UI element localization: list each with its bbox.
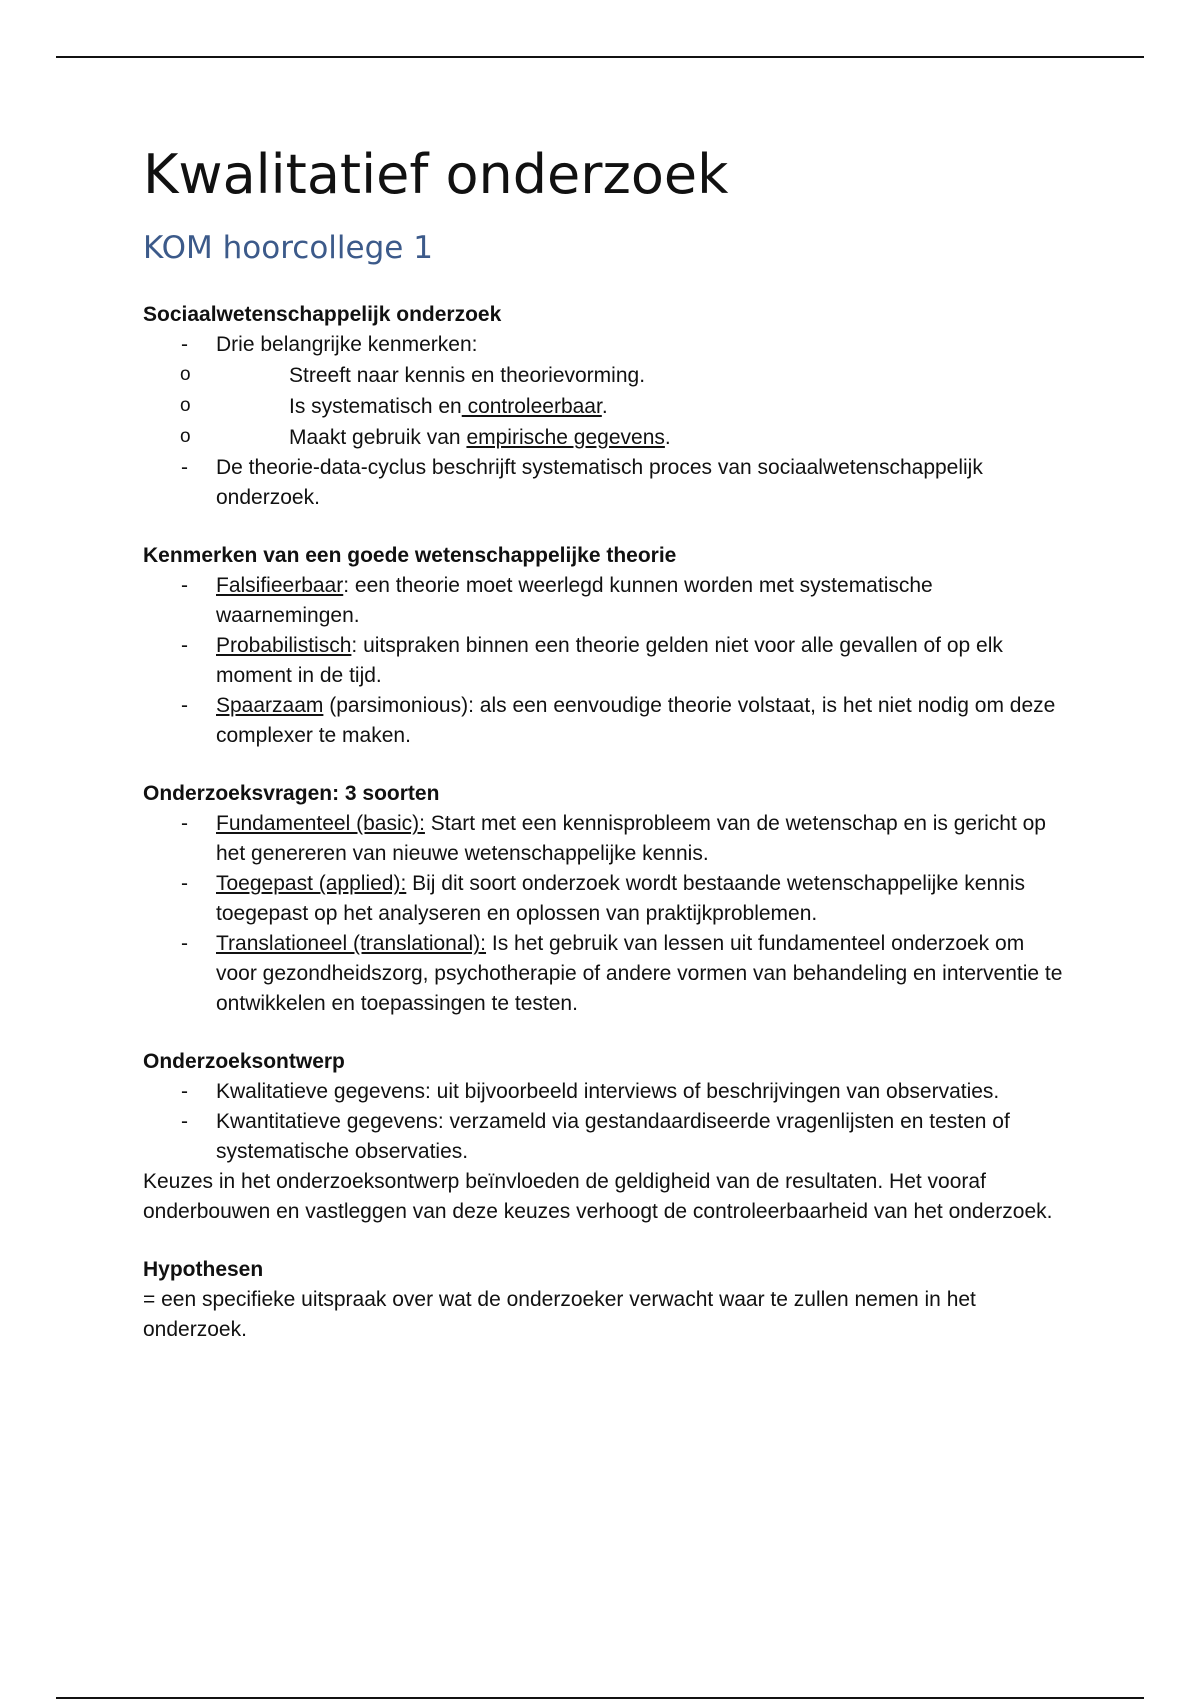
list-item-text: : uitspraken binnen een theorie gelden niet voor alle gevallen of op elk moment in de tijd. — [216, 634, 1003, 687]
list-item-text: Kwantitatieve gegevens: verzameld via gestandaardiseerde vragenlijsten en testen of systematische observaties. — [216, 1110, 1010, 1163]
list-item — [143, 571, 1063, 631]
sub-list — [143, 360, 1063, 453]
list-item-text: De theorie-data-cyclus beschrijft systematisch proces van sociaalwetenschappelijk onderzoek. — [216, 456, 983, 509]
bottom-rule — [56, 1697, 1144, 1699]
dash-list — [143, 330, 1063, 513]
list-item-text: : een theorie moet weerlegd kunnen worden met systematische waarnemingen. — [216, 574, 933, 627]
document-page — [143, 140, 1063, 1345]
list-item — [143, 691, 1063, 751]
list-item-text: Start met een kennisprobleem van de wetenschap en is gericht op het genereren van nieuwe wetenschappelijke kennis. — [216, 812, 1046, 865]
dash-list — [143, 809, 1063, 1019]
underlined-term: Translationeel (translational): — [216, 932, 487, 955]
underlined-term: Spaarzaam — [216, 694, 324, 717]
underlined-term: Probabilistisch — [216, 634, 352, 657]
list-item-text: (parsimonious): als een eenvoudige theorie volstaat, is het niet nodig om deze complexer te maken. — [216, 694, 1056, 747]
list-item-text: Drie belangrijke kenmerken: — [216, 333, 478, 356]
list-item — [143, 809, 1063, 869]
section-heading: Hypothesen — [143, 1258, 264, 1281]
list-item — [143, 330, 1063, 453]
sub-item-text: Maakt gebruik van — [289, 426, 467, 449]
document-title: Kwalitatief onderzoek — [143, 143, 729, 206]
sub-item-text: Is systematisch en — [289, 395, 462, 418]
dash-list — [143, 1077, 1063, 1167]
list-item-text: Kwalitatieve gegevens: uit bijvoorbeeld interviews of beschrijvingen van observaties. — [216, 1080, 1000, 1103]
paragraph: = een specifieke uitspraak over wat de onderzoeker verwacht waar te zullen nemen in het onderzoek. — [143, 1288, 976, 1341]
list-item — [143, 1077, 1063, 1107]
underlined-term: Fundamenteel (basic): — [216, 812, 425, 835]
underlined-term: empirische gegevens — [466, 426, 665, 449]
list-item — [143, 869, 1063, 929]
sub-item-text: . — [601, 395, 608, 418]
sub-item-text: Streeft naar kennis en theorievorming. — [289, 364, 646, 387]
section-heading: Kenmerken van een goede wetenschappelijke theorie — [143, 544, 677, 567]
section-research-questions — [143, 779, 1063, 1019]
section-social-research — [143, 300, 1063, 513]
sub-list-item — [143, 422, 1063, 453]
top-rule — [56, 56, 1144, 58]
list-item — [143, 1107, 1063, 1167]
list-item — [143, 631, 1063, 691]
section-heading: Onderzoeksontwerp — [143, 1050, 345, 1073]
underlined-term: Toegepast (applied): — [216, 872, 407, 895]
paragraph: Keuzes in het onderzoeksontwerp beïnvloeden de geldigheid van de resultaten. Het vooraf onderbouwen en vastleggen van deze keuzes verhoogt de controleerbaarheid van het onderzoek. — [143, 1170, 1053, 1223]
section-heading: Sociaalwetenschappelijk onderzoek — [143, 303, 502, 326]
sub-item-text: . — [664, 426, 671, 449]
document-subtitle: KOM hoorcollege 1 — [143, 230, 433, 266]
dash-list — [143, 571, 1063, 751]
sub-list-item — [143, 360, 1063, 391]
sub-list-item — [143, 391, 1063, 422]
list-item — [143, 453, 1063, 513]
list-item — [143, 929, 1063, 1019]
list-item-text: Is het gebruik van lessen uit fundamenteel onderzoek om voor gezondheidszorg, psychotherapie of andere vormen van behandeling en interventie te ontwikkelen en toepassingen te testen. — [216, 932, 1063, 1015]
underlined-term: Falsifieerbaar — [216, 574, 344, 597]
section-hypotheses — [143, 1255, 1063, 1345]
section-heading: Onderzoeksvragen: 3 soorten — [143, 782, 440, 805]
section-research-design — [143, 1047, 1063, 1227]
list-item-text: Bij dit soort onderzoek wordt bestaande wetenschappelijke kennis toegepast op het analyseren en oplossen van praktijkproblemen. — [216, 872, 1025, 925]
underlined-term: controleerbaar — [461, 395, 602, 418]
section-theory-criteria — [143, 541, 1063, 751]
